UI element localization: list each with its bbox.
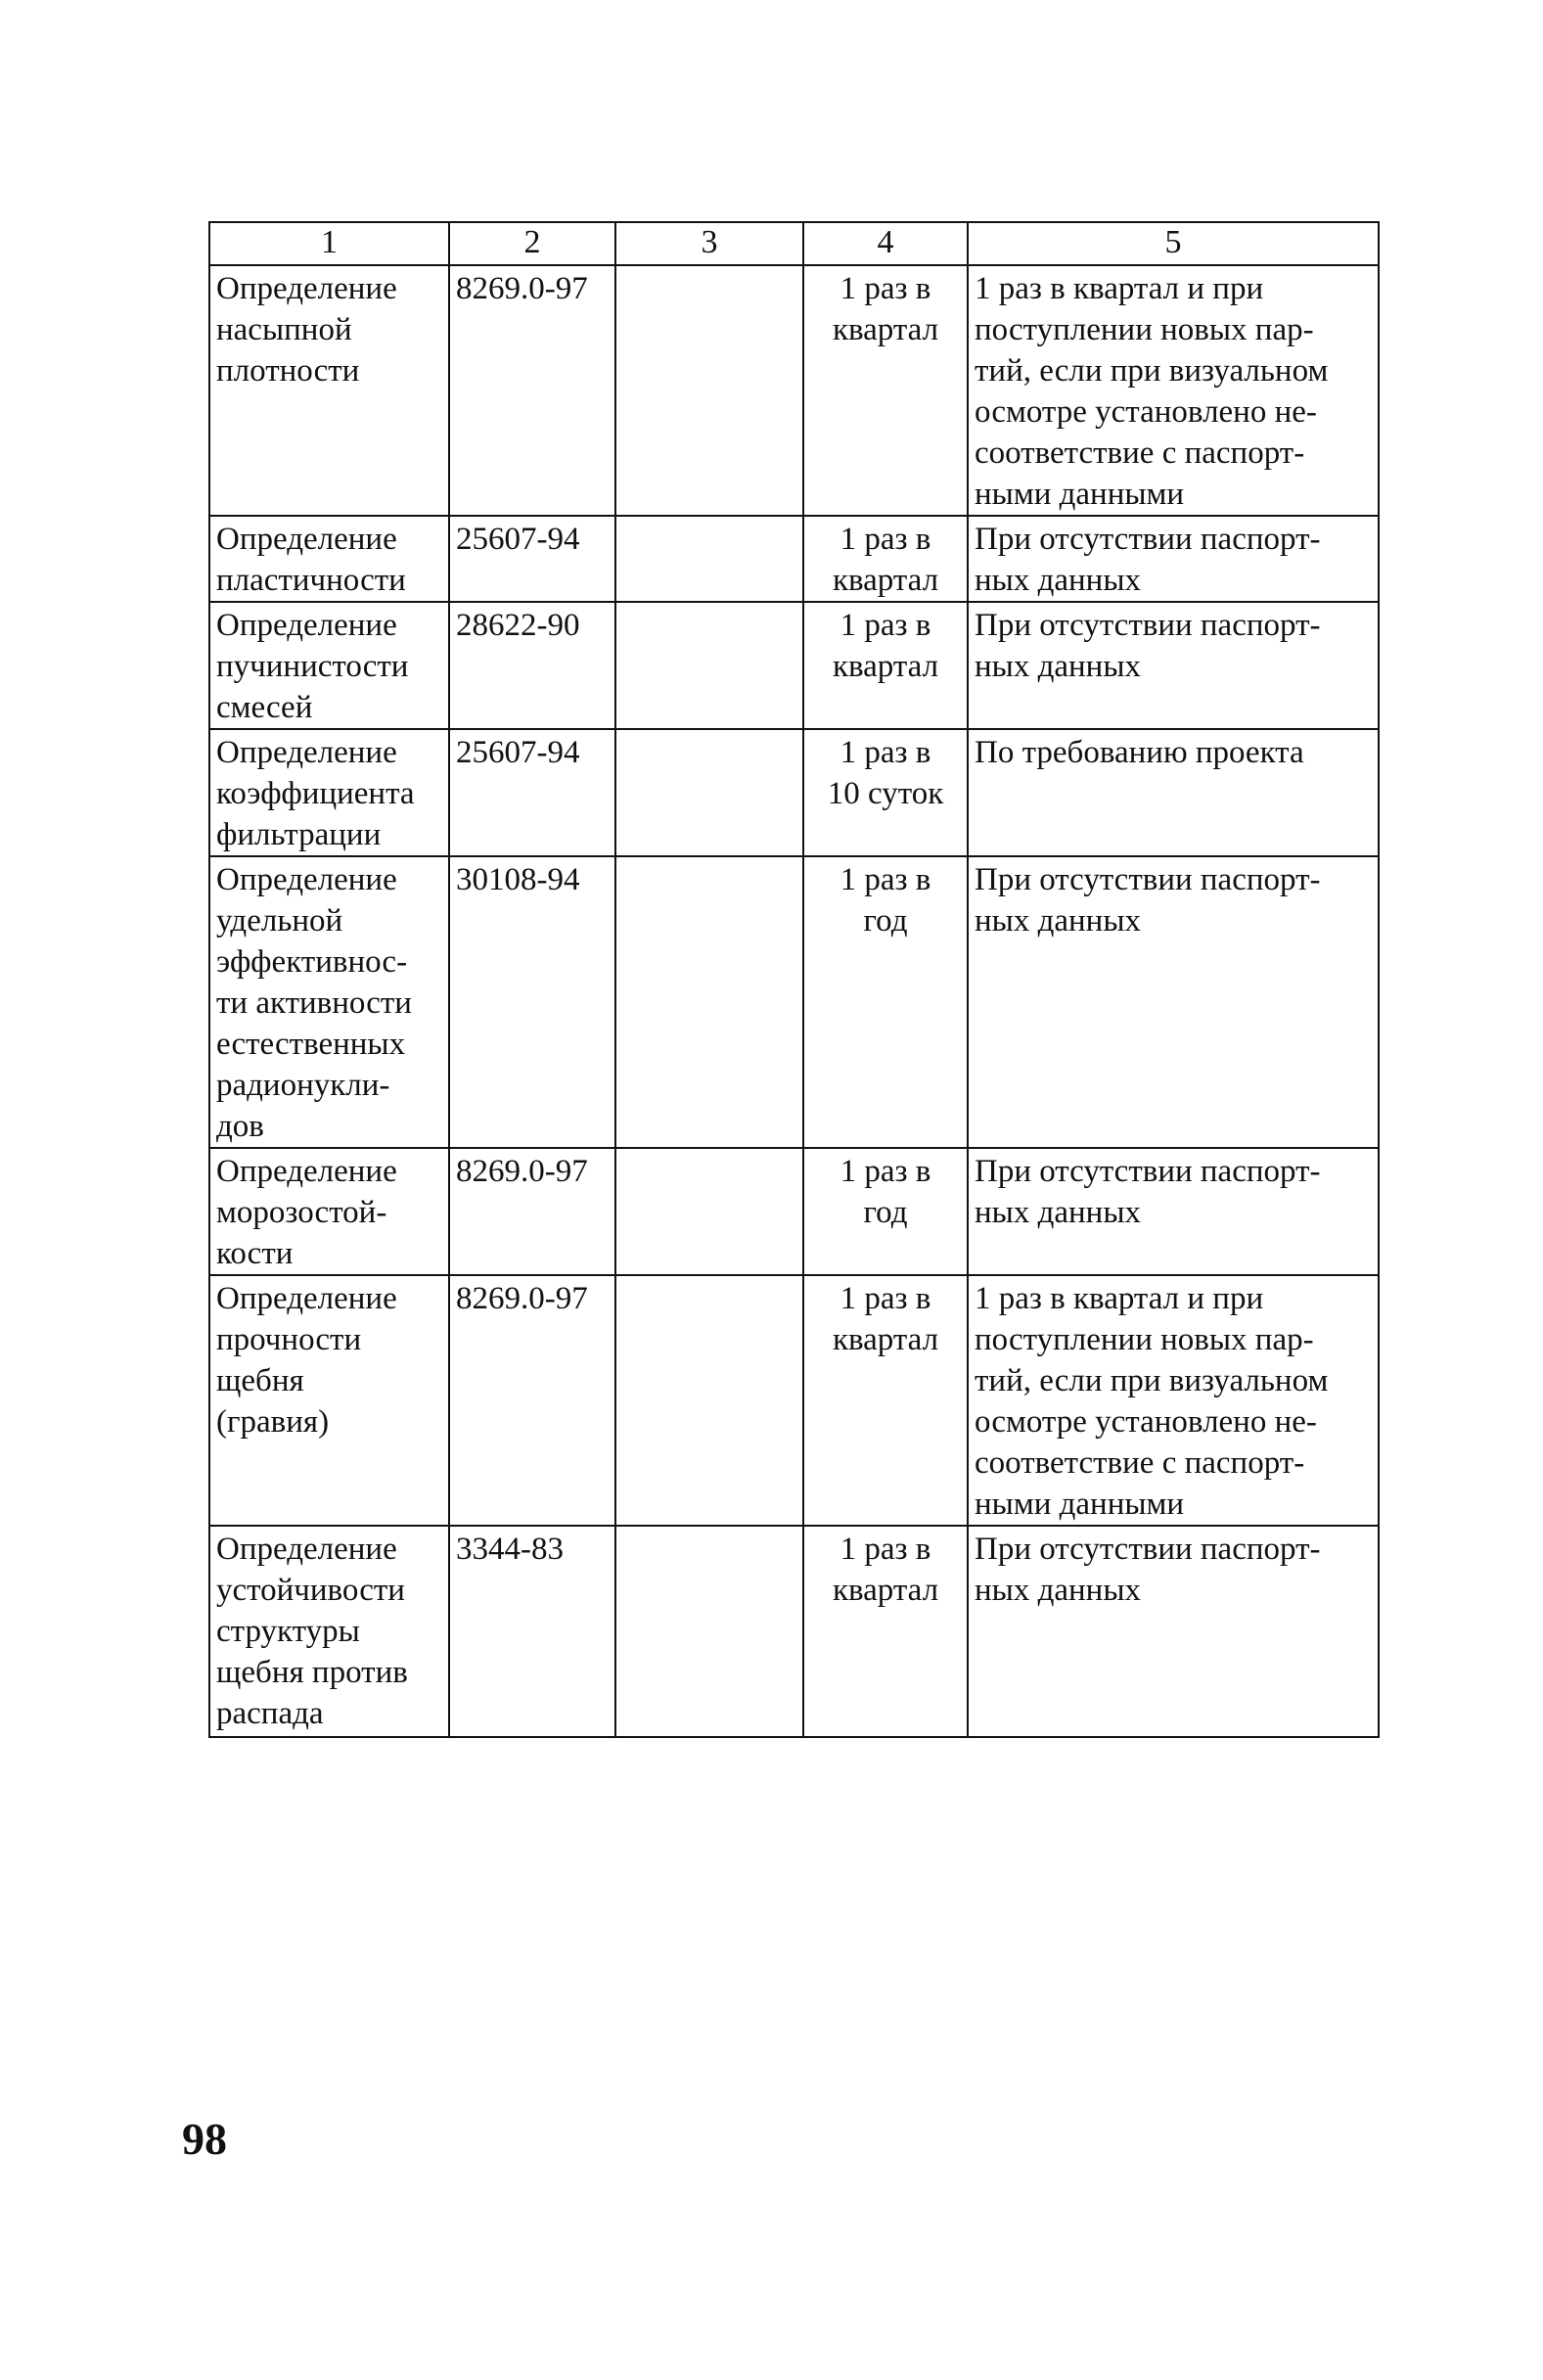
column-header-4: 4 — [803, 222, 968, 265]
frequency-cell — [803, 856, 968, 1148]
condition: При отсутствии паспорт- ных данных — [975, 608, 1321, 684]
column-header-5: 5 — [968, 222, 1379, 265]
test-name: Определение удельной эффективнос- ти активности естественных радионукли- дов — [216, 862, 412, 1144]
requirements-table — [208, 221, 1380, 1738]
frequency-cell — [803, 516, 968, 602]
test-name: Определение морозостой- кости — [216, 1154, 397, 1271]
empty-cell — [615, 1275, 803, 1526]
standard-cell — [449, 856, 615, 1148]
condition: При отсутствии паспорт- ных данных — [975, 1154, 1321, 1230]
test-name-cell — [209, 1148, 449, 1275]
table-row — [209, 729, 1379, 856]
table-row — [209, 516, 1379, 602]
standard-cell — [449, 1275, 615, 1526]
test-name-cell — [209, 602, 449, 729]
frequency: 1 раз в квартал — [832, 608, 939, 684]
empty-cell — [615, 856, 803, 1148]
table-row — [209, 1148, 1379, 1275]
condition: 1 раз в квартал и при поступлении новых пар- тий, если при визуальном осмотре установлено не- соответствие с паспорт- ными данными — [975, 1281, 1329, 1522]
condition-cell — [968, 602, 1379, 729]
standard-number: 30108-94 — [456, 862, 580, 897]
condition-cell — [968, 729, 1379, 856]
frequency-cell — [803, 1526, 968, 1737]
table-row — [209, 1526, 1379, 1737]
table-row — [209, 265, 1379, 516]
frequency: 1 раз в квартал — [832, 522, 939, 598]
empty-cell — [615, 516, 803, 602]
standard-number: 8269.0-97 — [456, 271, 588, 306]
frequency-cell — [803, 1275, 968, 1526]
condition-cell — [968, 1275, 1379, 1526]
condition-cell — [968, 1148, 1379, 1275]
condition-cell — [968, 265, 1379, 516]
test-name-cell — [209, 1275, 449, 1526]
standard-number: 3344-83 — [456, 1532, 564, 1567]
frequency-cell — [803, 729, 968, 856]
column-header-3: 3 — [615, 222, 803, 265]
test-name: Определение прочности щебня (гравия) — [216, 1281, 397, 1440]
standard-cell — [449, 729, 615, 856]
condition: По требованию проекта — [975, 735, 1304, 770]
test-name-cell — [209, 516, 449, 602]
empty-cell — [615, 1148, 803, 1275]
frequency: 1 раз в квартал — [832, 271, 939, 347]
frequency: 1 раз в год — [840, 1154, 931, 1230]
empty-cell — [615, 729, 803, 856]
condition: 1 раз в квартал и при поступлении новых пар- тий, если при визуальном осмотре установлено не- соответствие с паспорт- ными данными — [975, 271, 1329, 512]
table-row — [209, 1275, 1379, 1526]
standard-cell — [449, 1148, 615, 1275]
frequency-cell — [803, 265, 968, 516]
standard-number: 8269.0-97 — [456, 1154, 588, 1189]
condition: При отсутствии паспорт- ных данных — [975, 1532, 1321, 1608]
condition-cell — [968, 516, 1379, 602]
condition: При отсутствии паспорт- ных данных — [975, 862, 1321, 938]
standard-number: 25607-94 — [456, 735, 580, 770]
standard-cell — [449, 265, 615, 516]
standard-cell — [449, 516, 615, 602]
table-row — [209, 602, 1379, 729]
frequency-cell — [803, 1148, 968, 1275]
test-name: Определение устойчивости структуры щебня против распада — [216, 1532, 408, 1731]
empty-cell — [615, 265, 803, 516]
table-row — [209, 856, 1379, 1148]
table-header-row — [209, 222, 1379, 265]
standard-cell — [449, 1526, 615, 1737]
condition-cell — [968, 856, 1379, 1148]
standard-number: 28622-90 — [456, 608, 580, 643]
test-name-cell — [209, 265, 449, 516]
empty-cell — [615, 602, 803, 729]
condition-cell — [968, 1526, 1379, 1737]
test-name-cell — [209, 729, 449, 856]
test-name: Определение насыпной плотности — [216, 271, 397, 389]
frequency: 1 раз в квартал — [832, 1281, 939, 1357]
column-header-2: 2 — [449, 222, 615, 265]
empty-cell — [615, 1526, 803, 1737]
frequency: 1 раз в 10 суток — [827, 735, 944, 811]
page-number: 98 — [182, 2114, 227, 2164]
frequency: 1 раз в год — [840, 862, 931, 938]
frequency-cell — [803, 602, 968, 729]
standard-number: 8269.0-97 — [456, 1281, 588, 1316]
test-name-cell — [209, 856, 449, 1148]
condition: При отсутствии паспорт- ных данных — [975, 522, 1321, 598]
standard-number: 25607-94 — [456, 522, 580, 557]
column-header-1: 1 — [209, 222, 449, 265]
test-name: Определение коэффициента фильтрации — [216, 735, 415, 852]
standard-cell — [449, 602, 615, 729]
test-name-cell — [209, 1526, 449, 1737]
test-name: Определение пластичности — [216, 522, 406, 598]
frequency: 1 раз в квартал — [832, 1532, 939, 1608]
test-name: Определение пучинистости смесей — [216, 608, 409, 725]
